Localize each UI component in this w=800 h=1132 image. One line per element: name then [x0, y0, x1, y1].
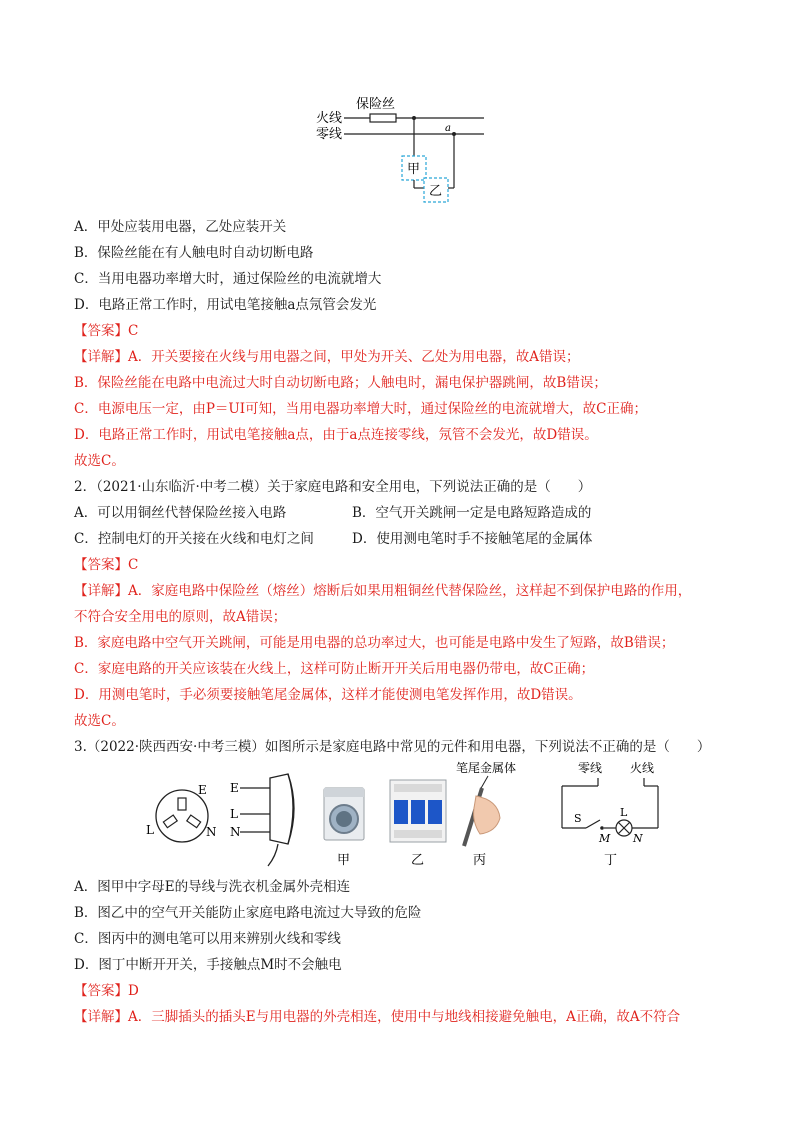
socket-face [146, 783, 217, 842]
q2-detail-line-1 [74, 582, 691, 600]
caption-ding: 丁 [604, 853, 618, 868]
q1-answer-value: C [128, 323, 139, 339]
q2-detail-text-1: A．家庭电路中保险丝（熔丝）熔断后如果用粗铜丝代替保险丝，这样起不到保护电路的作用， [128, 583, 692, 599]
q1-detail-text-1: A．开关要接在火线与用电器之间，甲处为开关、乙处为用电器，故A错误； [128, 349, 580, 365]
socket-letter-e: E [198, 783, 207, 797]
q2-option-a: A．可以用铜丝代替保险丝接入电路 [74, 505, 287, 521]
caption-yi: 乙 [411, 853, 425, 868]
q2-conclusion: 故选C。 [74, 713, 125, 729]
q3-stem: 3.（2022·陕西西安·中考三模）如图所示是家庭电路中常见的元件和用电器，下列说法不正确的是（ ） [74, 739, 711, 755]
q3-detail-line-1 [74, 1008, 680, 1026]
q2-option-c: C．控制电灯的开关接在火线和电灯之间 [74, 531, 314, 547]
q3-option-a: A．图甲中字母E的导线与洗衣机金属外壳相连 [74, 879, 351, 895]
q3-option-c: C．图丙中的测电笔可以用来辨别火线和零线 [74, 931, 341, 947]
q3-answer-tag: 【答案】 [74, 983, 128, 999]
q1-answer [74, 322, 138, 340]
q1-conclusion: 故选C。 [74, 453, 125, 469]
air-switch-icon [390, 780, 446, 868]
q2-answer-value: C [128, 557, 139, 573]
q3-option-d: D．图丁中断开开关，手接触点M时不会触电 [74, 957, 342, 973]
circuit-letter-n: N [633, 832, 643, 845]
q1-detail-line-4: D．电路正常工作时，用试电笔接触a点，由于a点连接零线，氖管不会发光，故D错误。 [74, 427, 598, 443]
q3-answer-value: D [128, 983, 139, 999]
plug-letter-l: L [230, 807, 238, 821]
neutral-wire-label: 零线 [316, 127, 343, 142]
socket-letter-n: N [206, 825, 217, 839]
socket-letter-l: L [146, 823, 154, 837]
plug [230, 774, 294, 866]
q2-detail-line-4: C．家庭电路的开关应该装在火线上，这样可防止断开开关后用电器仍带电，故C正确； [74, 661, 595, 677]
q1-detail-tag: 【详解】 [74, 349, 128, 365]
q3-option-b: B．图乙中的空气开关能防止家庭电路电流过大导致的危险 [74, 905, 422, 921]
q1-detail-line-1 [74, 348, 580, 366]
fuse-symbol [370, 114, 396, 122]
live-wire-label: 火线 [316, 111, 343, 126]
q2-answer [74, 556, 138, 574]
q1-option-c: C．当用电器功率增大时，通过保险丝的电流就增大 [74, 271, 382, 287]
box-yi-label: 乙 [429, 184, 443, 199]
q2-stem: 2．（2021·山东临沂·中考二模）关于家庭电路和安全用电，下列说法正确的是（ ） [74, 479, 592, 495]
svg-text:a: a [445, 123, 451, 134]
fuse-circuit-figure [312, 92, 492, 210]
q1-detail-line-3: C．电源电压一定，由P＝UI可知，当用电器功率增大时，通过保险丝的电流就增大，故C正确； [74, 401, 647, 417]
circuit-letter-s: S [574, 812, 582, 825]
plug-letter-e: E [230, 781, 239, 795]
lamp-circuit [562, 760, 658, 868]
q2-detail-line-3: B．家庭电路中空气开关跳闸，可能是用电器的总功率过大，也可能是电路中发生了短路，故B错误； [74, 635, 675, 651]
q3-figure [138, 760, 678, 875]
fuse-label: 保险丝 [356, 97, 396, 112]
q3-detail-text-1: A．三脚插头的插头E与用电器的外壳相连，使用中与地线相接避免触电，A正确，故A不符合 [128, 1009, 681, 1025]
q2-answer-tag: 【答案】 [74, 557, 128, 573]
caption-jia: 甲 [337, 853, 351, 868]
fuse-circuit-diagram [312, 92, 492, 210]
circuit-letter-m: M [599, 832, 611, 845]
test-pen-icon [456, 760, 516, 868]
q3-answer [74, 982, 139, 1000]
neutral-wire-label-2: 零线 [578, 761, 603, 775]
q3-figure-svg [138, 760, 678, 875]
q1-detail-line-2: B．保险丝能在电路中电流过大时自动切断电路；人触电时，漏电保护器跳闸，故B错误； [74, 375, 607, 391]
caption-bing: 丙 [473, 853, 487, 868]
pen-tail-label: 笔尾金属体 [456, 761, 517, 775]
q2-detail-tag: 【详解】 [74, 583, 128, 599]
q1-option-d: D．电路正常工作时，用试电笔接触a点氖管会发光 [74, 297, 377, 313]
q2-option-d: D．使用测电笔时手不接触笔尾的金属体 [352, 531, 593, 547]
plug-letter-n: N [230, 825, 241, 839]
washing-machine-icon [324, 788, 364, 868]
circuit-letter-l: L [620, 806, 628, 819]
q2-detail-line-2: 不符合安全用电的原则，故A错误； [74, 609, 287, 625]
q2-option-b: B．空气开关跳闸一定是电路短路造成的 [352, 505, 592, 521]
box-jia-label: 甲 [407, 162, 421, 177]
q1-answer-tag: 【答案】 [74, 323, 128, 339]
q2-detail-line-5: D．用测电笔时，手必须要接触笔尾金属体，这样才能使测电笔发挥作用，故D错误。 [74, 687, 582, 703]
q3-detail-tag: 【详解】 [74, 1009, 128, 1025]
q1-option-b: B．保险丝能在有人触电时自动切断电路 [74, 245, 314, 261]
live-wire-label-2: 火线 [630, 761, 655, 775]
q1-option-a: A．甲处应装用电器，乙处应装开关 [74, 219, 287, 235]
